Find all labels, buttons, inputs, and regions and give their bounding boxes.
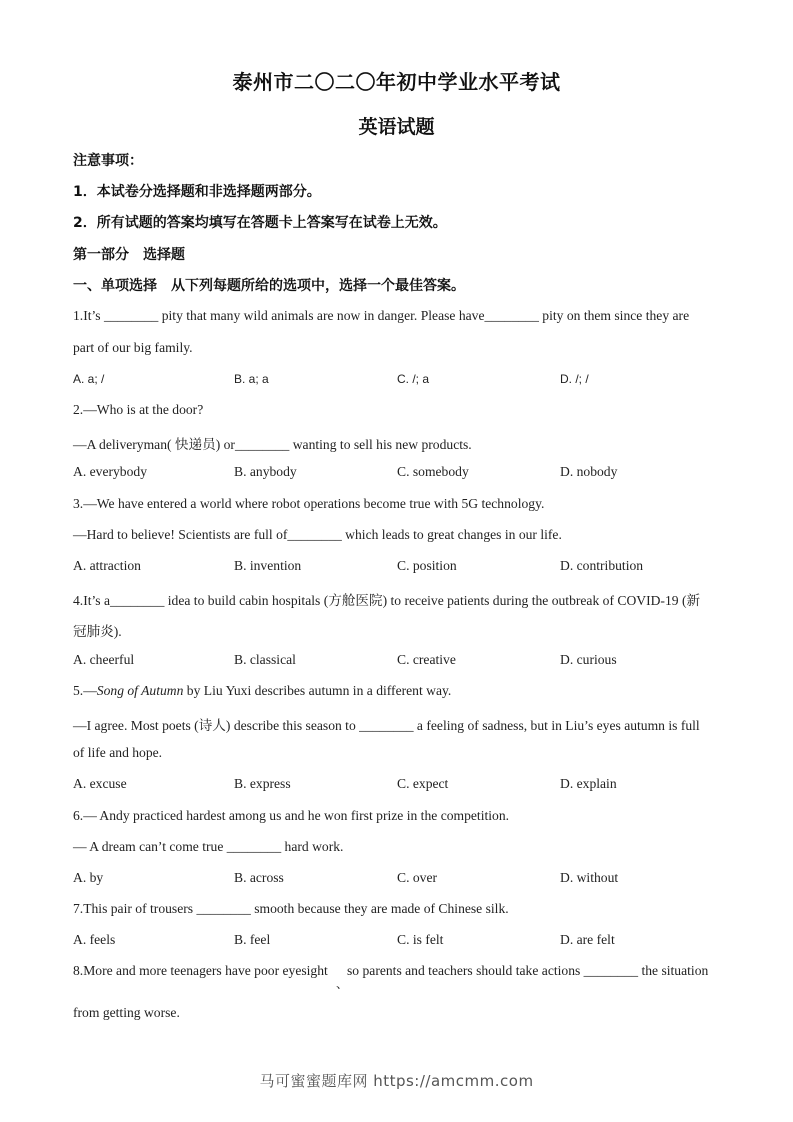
option-b: B. across <box>234 870 284 885</box>
exam-title: 泰州市二〇二〇年初中学业水平考试 <box>232 70 561 94</box>
question-line: from getting worse. <box>73 1005 180 1020</box>
option-a: A. attraction <box>73 558 141 573</box>
option-b: B. a; a <box>234 372 269 386</box>
option-a: A. feels <box>73 932 116 947</box>
option-c: C. over <box>397 870 438 885</box>
option-b: B. classical <box>234 652 296 667</box>
option-d: D. curious <box>560 652 617 667</box>
question-line: 4.It’s a________ idea to build cabin hospitals (方舱医院) to receive patients during the outbreak of COVID-19 (新 <box>73 593 701 608</box>
option-c: C. /; a <box>397 372 430 386</box>
option-c: C. position <box>397 558 457 573</box>
option-d: D. are felt <box>560 932 615 947</box>
question-line: —I agree. Most poets (诗人) describe this season to ________ a feeling of sadness, but in Liu’s eyes autumn is full <box>73 718 700 733</box>
question-line: —A deliveryman( 快递员) or________ wanting to sell his new products. <box>73 437 472 452</box>
option-c: C. somebody <box>397 464 469 479</box>
question-prefix: 5.— <box>73 683 97 698</box>
option-a: A. a; / <box>73 372 105 386</box>
notice-item: 1．本试卷分选择题和非选择题两部分。 <box>73 184 321 200</box>
option-d: D. nobody <box>560 464 618 479</box>
question-line: so parents and teachers should take actions ________ the situation <box>347 963 709 978</box>
option-a: A. cheerful <box>73 652 135 667</box>
question-line: 7.This pair of trousers ________ smooth because they are made of Chinese silk. <box>73 901 509 916</box>
question-suffix: by Liu Yuxi describes autumn in a different way. <box>183 683 452 698</box>
question-line: —Hard to believe! Scientists are full of________ which leads to great changes in our life. <box>73 527 562 542</box>
option-d: D. contribution <box>560 558 644 573</box>
option-c: C. is felt <box>397 932 444 947</box>
poem-title: Song of Autumn <box>96 683 184 698</box>
notice-heading: 注意事项： <box>73 153 143 169</box>
question-line: 3.—We have entered a world where robot operations become true with 5G technology. <box>73 496 545 511</box>
question-line <box>73 683 451 699</box>
option-b: B. feel <box>234 932 271 947</box>
question-line: 2.—Who is at the door? <box>73 402 204 417</box>
option-c: C. expect <box>397 776 449 791</box>
option-d: D. /; / <box>560 372 589 386</box>
section-instruction: 一、单项选择 从下列每题所给的选项中，选择一个最佳答案。 <box>73 278 465 294</box>
watermark-footer: 马可蜜蜜题库网 https://amcmm.com <box>259 1072 534 1090</box>
question-line: 1.It’s ________ pity that many wild animals are now in danger. Please have________ pity on them since they are <box>73 308 690 323</box>
part-title: 第一部分 选择题 <box>73 247 185 263</box>
option-b: B. express <box>234 776 291 791</box>
question-line: part of our big family. <box>73 340 193 355</box>
option-d: D. explain <box>560 776 617 791</box>
option-c: C. creative <box>397 652 456 667</box>
option-d: D. without <box>560 870 619 885</box>
question-line: 6.— Andy practiced hardest among us and he won first prize in the competition. <box>73 808 510 823</box>
option-b: B. invention <box>234 558 302 573</box>
exam-subtitle: 英语试题 <box>358 116 435 138</box>
option-a: A. everybody <box>73 464 147 479</box>
option-a: A. excuse <box>73 776 127 791</box>
question-line: 8.More and more teenagers have poor eyesight <box>73 963 328 978</box>
notice-item: 2．所有试题的答案均填写在答题卡上答案写在试卷上无效。 <box>73 215 447 231</box>
option-b: B. anybody <box>234 464 297 479</box>
option-a: A. by <box>73 870 104 885</box>
question-line: 冠肺炎). <box>73 624 122 639</box>
question-line: of life and hope. <box>73 745 163 760</box>
stray-comma-mark: 、 <box>336 977 349 991</box>
question-line: — A dream can’t come true ________ hard work. <box>73 839 344 854</box>
